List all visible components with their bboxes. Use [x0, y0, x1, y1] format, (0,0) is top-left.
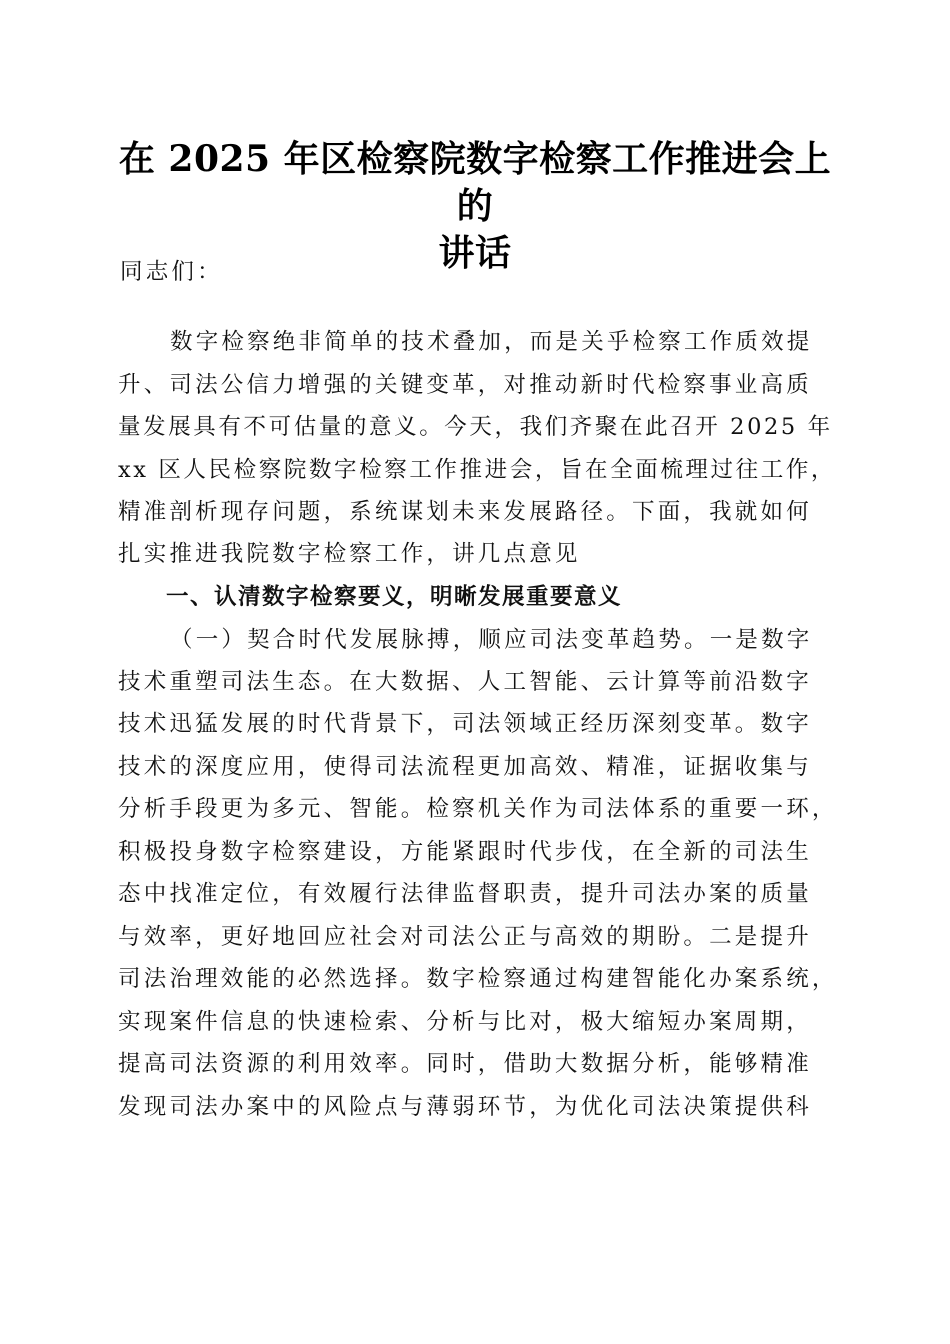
paragraph-line: （一）契合时代发展脉搏，顺应司法变革趋势。一是数字	[170, 627, 813, 653]
paragraph-line: 与效率，更好地回应社会对司法公正与高效的期盼。二是提升	[118, 924, 812, 950]
paragraph-line: 实现案件信息的快速检索、分析与比对，极大缩短办案周期，	[118, 1009, 812, 1035]
title-line: 讲话	[438, 232, 512, 274]
paragraph-line: 司法治理效能的必然选择。数字检察通过构建智能化办案系统，	[118, 966, 838, 992]
section-heading: 一、认清数字检察要义，明晰发展重要意义	[166, 584, 623, 610]
paragraph-line: 态中找准定位，有效履行法律监督职责，提升司法办案的质量	[118, 881, 812, 907]
paragraph-line: 提高司法资源的利用效率。同时，借助大数据分析，能够精准	[118, 1051, 812, 1077]
title-line: 在 2025 年区检察院数字检察工作推进会上的	[118, 138, 832, 227]
paragraph-line: 量发展具有不可估量的意义。今天，我们齐聚在此召开 2025 年	[118, 414, 833, 440]
paragraph-line: 技术迅猛发展的时代背景下，司法领域正经历深刻变革。数字	[118, 711, 812, 737]
paragraph-line: 积极投身数字检察建设，方能紧跟时代步伐，在全新的司法生	[118, 839, 812, 865]
paragraph-line: 精准剖析现存问题，系统谋划未来发展路径。下面，我就如何	[118, 499, 812, 525]
paragraph-line: xx 区人民检察院数字检察工作推进会，旨在全面梳理过往工作，	[118, 457, 837, 483]
paragraph-line: 发现司法办案中的风险点与薄弱环节，为优化司法决策提供科	[118, 1094, 812, 1120]
paragraph-line: 技术重塑司法生态。在大数据、人工智能、云计算等前沿数字	[118, 669, 812, 695]
paragraph-line: 数字检察绝非简单的技术叠加，而是关乎检察工作质效提	[170, 329, 813, 355]
paragraph-line: 分析手段更为多元、智能。检察机关作为司法体系的重要一环，	[118, 796, 838, 822]
paragraph-line: 扎实推进我院数字检察工作，讲几点意见	[118, 541, 581, 567]
salutation: 同志们：	[120, 259, 223, 285]
paragraph-line: 技术的深度应用，使得司法流程更加高效、精准，证据收集与	[118, 754, 812, 780]
paragraph-line: 升、司法公信力增强的关键变革，对推动新时代检察事业高质	[118, 372, 812, 398]
